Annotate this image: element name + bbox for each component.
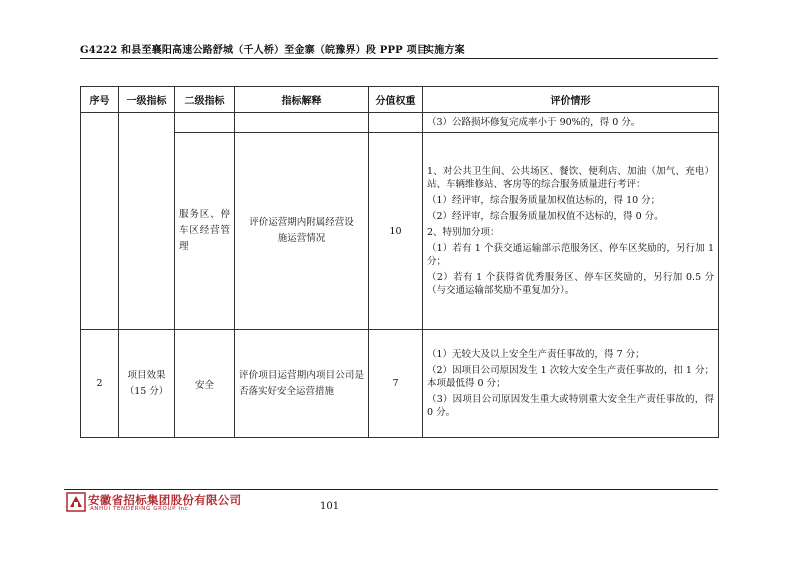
criteria-line: （3）公路损坏修复完成率小于 90%的，得 0 分。	[427, 117, 641, 128]
table-row	[81, 330, 719, 438]
col-header-secondary: 二级指标	[175, 87, 235, 113]
cell-explanation	[235, 113, 369, 133]
header-divider	[80, 58, 718, 59]
criteria-line: （2）若有 1 个获得省优秀服务区、停车区奖励的，另行加 0.5 分（与交通运输部奖励不重复加分）。	[427, 272, 714, 296]
company-logo	[66, 492, 242, 516]
cell-index: 2	[81, 330, 119, 438]
criteria-line: （2）因项目公司原因发生 1 次较大安全生产责任事故的，扣 1 分；本项最低得 0 分；	[427, 365, 714, 389]
col-header-explanation: 指标解释	[235, 87, 369, 113]
company-name: 安徽省招标集团股份有限公司	[88, 493, 242, 507]
cell-secondary	[175, 113, 235, 133]
indicator-explanation: 评价运营期内附属经营设施运营情况	[249, 217, 354, 244]
header-project-title: G4222 和县至襄阳高速公路舒城（千人桥）至金寨（皖豫界）段 PPP 项目	[80, 45, 427, 56]
criteria-line: 1、对公共卫生间、公共场区、餐饮、便利店、加油（加气、充电）站、车辆维修站、客房等的综合服务质量进行考评：	[427, 166, 714, 190]
page-header	[80, 41, 465, 56]
criteria-line: （1）经评审，综合服务质量加权值达标的，得 10 分；	[427, 195, 661, 206]
secondary-indicator: 服务区、停车区经营管理	[179, 209, 230, 252]
company-emblem-icon	[66, 492, 86, 512]
primary-indicator: 项目效果（15 分）	[124, 369, 169, 397]
col-header-weight: 分值权重	[369, 87, 423, 113]
cell-criteria	[423, 330, 719, 438]
cell-secondary	[175, 133, 235, 330]
cell-weight: 10	[369, 133, 423, 330]
table-header-row	[81, 87, 719, 113]
table-row	[81, 113, 719, 133]
footer-divider	[64, 489, 718, 490]
page-number: 101	[320, 501, 340, 512]
criteria-line: （2）经评审，综合服务质量加权值不达标的，得 0 分。	[427, 211, 664, 222]
cell-primary	[119, 330, 175, 438]
col-header-index: 序号	[81, 87, 119, 113]
evaluation-table	[80, 86, 719, 438]
criteria-line: （3）因项目公司原因发生重大或特别重大安全生产责任事故的，得 0 分。	[427, 394, 714, 418]
cell-criteria	[423, 133, 719, 330]
criteria-line: （1）若有 1 个获交通运输部示范服务区、停车区奖励的，另行加 1 分；	[427, 243, 714, 267]
cell-primary	[119, 113, 175, 330]
criteria-line: （1）无较大及以上安全生产责任事故的，得 7 分；	[427, 349, 645, 360]
col-header-criteria: 评价情形	[423, 87, 719, 113]
cell-explanation	[235, 133, 369, 330]
cell-weight	[369, 113, 423, 133]
criteria-line: 2、特别加分项：	[427, 227, 500, 238]
cell-explanation	[235, 330, 369, 438]
cell-secondary: 安全	[175, 330, 235, 438]
indicator-explanation: 评价项目运营期内项目公司是否落实好安全运营措施	[239, 369, 364, 397]
cell-weight: 7	[369, 330, 423, 438]
cell-criteria	[423, 113, 719, 133]
company-name-en: ANHUI TENDERING GROUP Inc.	[90, 506, 191, 512]
cell-index	[81, 113, 119, 330]
col-header-primary: 一级指标	[119, 87, 175, 113]
header-doc-type: 实施方案	[424, 45, 465, 56]
table-row	[81, 133, 719, 330]
